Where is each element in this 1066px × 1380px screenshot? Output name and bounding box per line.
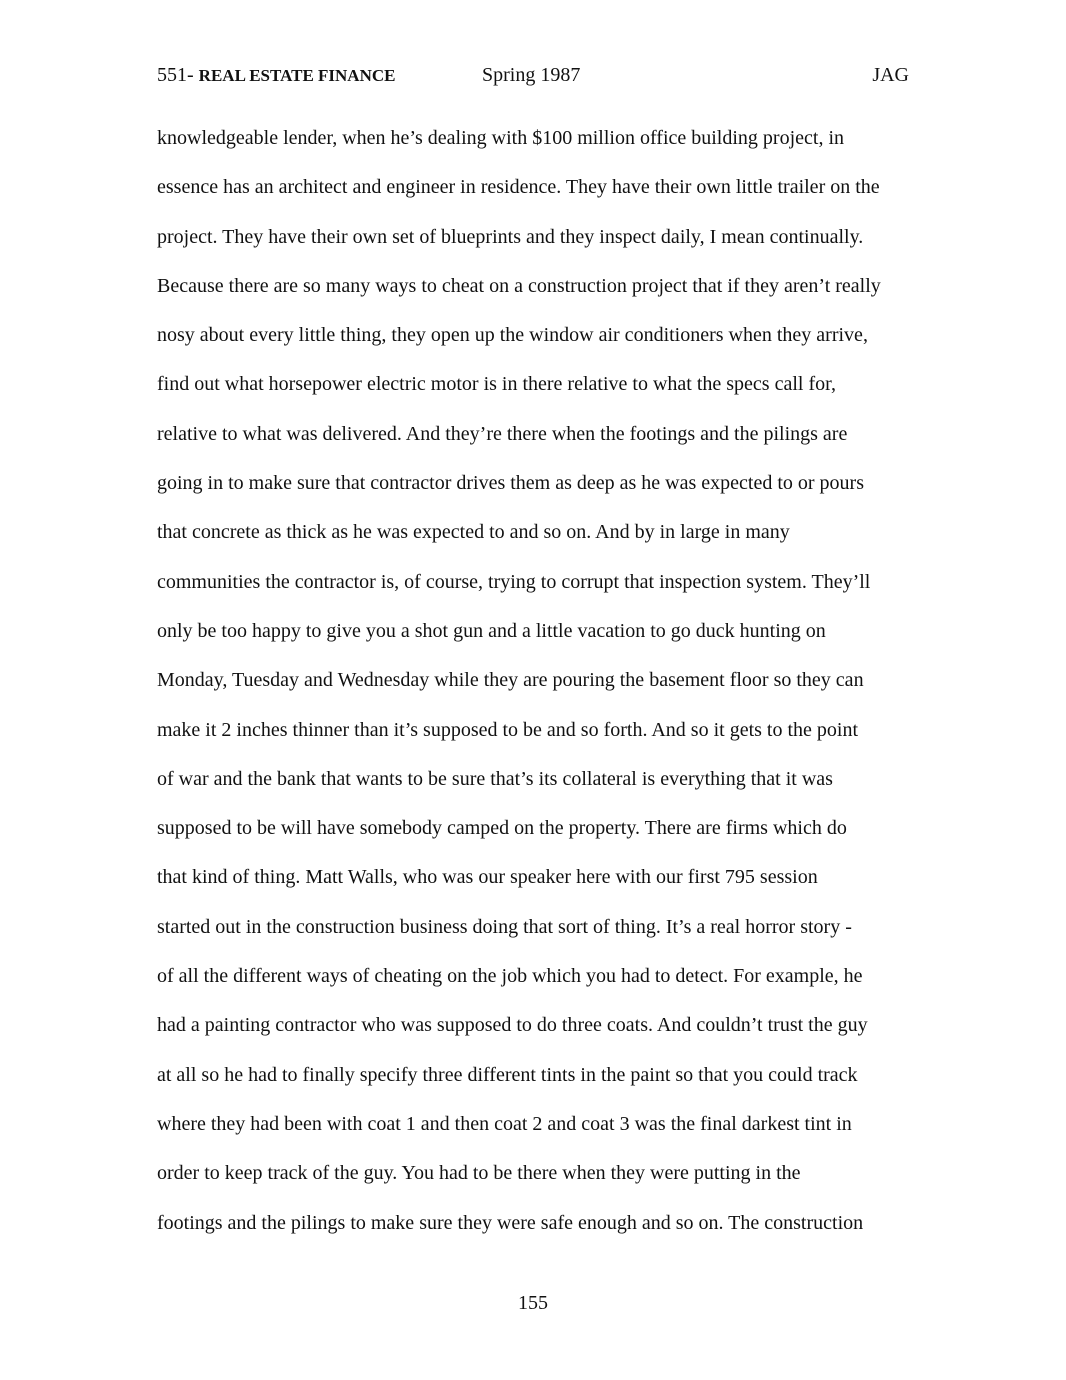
text-line: knowledgeable lender, when he’s dealing with $100 million office building project, in	[157, 127, 845, 149]
text-line: make it 2 inches thinner than it’s supposed to be and so forth. And so it gets to the point	[157, 718, 859, 741]
term-label: Spring 1987	[482, 64, 581, 86]
text-line: order to keep track of the guy. You had to be there when they were putting in the	[157, 1162, 801, 1185]
text-line: nosy about every little thing, they open up the window air conditioners when they arrive,	[157, 324, 868, 347]
text-line: essence has an architect and engineer in residence. They have their own little trailer on the	[157, 176, 880, 199]
text-line: at all so he had to finally specify three different tints in the paint so that you could track	[157, 1063, 858, 1086]
course-number: 551-	[157, 64, 199, 86]
text-line: communities the contractor is, of course, trying to corrupt that inspection system. They’ll	[157, 570, 871, 593]
text-line: that concrete as thick as he was expected to and so on. And by in large in many	[157, 521, 790, 544]
transcript-body	[157, 124, 917, 1258]
course-heading	[157, 64, 395, 87]
text-line: of war and the bank that wants to be sure that’s its collateral is everything that it was	[157, 767, 833, 790]
text-line: of all the different ways of cheating on the job which you had to detect. For example, he	[157, 965, 863, 988]
text-line: started out in the construction business doing that sort of thing. It’s a real horror story -	[157, 915, 852, 938]
text-line: find out what horsepower electric motor is in there relative to what the specs call for,	[157, 373, 836, 396]
text-line: supposed to be will have somebody camped on the property. There are firms which do	[157, 817, 847, 840]
text-line: footings and the pilings to make sure they were safe enough and so on. The construction	[157, 1211, 864, 1234]
text-line: that kind of thing. Matt Walls, who was our speaker here with our first 795 session	[157, 866, 818, 889]
text-line: relative to what was delivered. And they’re there when the footings and the pilings are	[157, 422, 848, 445]
text-line: going in to make sure that contractor drives them as deep as he was expected to or pours	[157, 472, 865, 495]
text-line: had a painting contractor who was supposed to do three coats. And couldn’t trust the guy	[157, 1014, 868, 1037]
page-number: 155	[518, 1292, 548, 1314]
running-header	[157, 64, 909, 90]
text-line: Because there are so many ways to cheat on a construction project that if they aren’t really	[157, 274, 881, 297]
text-line: where they had been with coat 1 and then coat 2 and coat 3 was the final darkest tint in	[157, 1112, 852, 1135]
text-line: Monday, Tuesday and Wednesday while they are pouring the basement floor so they can	[157, 669, 864, 692]
course-title: REAL ESTATE FINANCE	[198, 66, 396, 85]
text-line: project. They have their own set of blueprints and they inspect daily, I mean continually.	[157, 225, 864, 248]
text-line: only be too happy to give you a shot gun and a little vacation to go duck hunting on	[157, 619, 826, 642]
author-initials: JAG	[872, 64, 909, 86]
